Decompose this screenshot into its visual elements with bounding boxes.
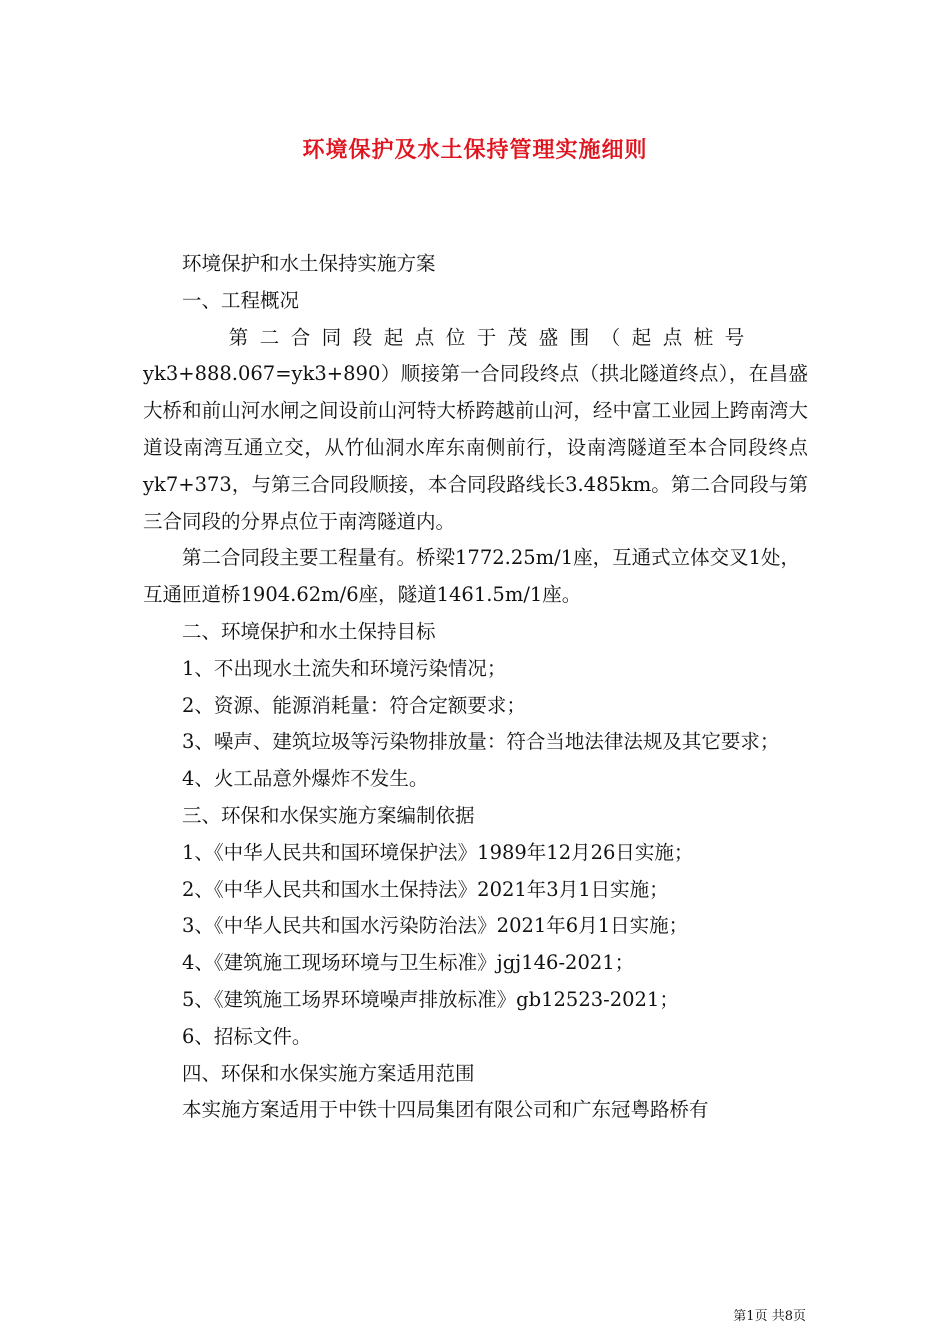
list-item: 1、不出现水土流失和环境污染情况； — [182, 656, 507, 680]
page-footer — [733, 1305, 806, 1324]
document-body — [143, 246, 808, 1129]
paragraph: yk3+888.067=yk3+890）顺接第一合同段终点（拱北隧道终点），在昌盛大桥和前山河水闸之间设前山河特大桥跨越前山河，经中富工业园上跨南湾大道设南湾互通立交，从竹仙洞水库东南侧前行，设南湾隧道至本合同段终点yk7+373，与第三合同段顺接，本合同段路线长3.485km。第二合同段与第三合同段的分界点位于南湾隧道内。 — [143, 362, 808, 533]
list-item: 5、《建筑施工场界环境噪声排放标准》gb12523-2021； — [182, 987, 679, 1011]
document-title: 环境保护及水土保持管理实施细则 — [302, 137, 648, 163]
section-heading: 二、环境保护和水土保持目标 — [182, 619, 436, 643]
list-item: 2、资源、能源消耗量：符合定额要求； — [182, 693, 526, 717]
list-item: 1、《中华人民共和国环境保护法》1989年12月26日实施； — [182, 840, 694, 864]
paragraph: 第二合同段起点位于茂盛围（起点桩号 — [228, 325, 756, 349]
paragraph: 本实施方案适用于中铁十四局集团有限公司和广东冠粤路桥有 — [182, 1098, 709, 1122]
list-item: 6、招标文件。 — [182, 1024, 312, 1048]
footer-middle: 页 共 — [754, 1309, 785, 1324]
list-item: 4、《建筑施工现场环境与卫生标准》jgj146-2021； — [182, 951, 635, 975]
footer-prefix: 第 — [733, 1309, 747, 1324]
section-heading: 四、环保和水保实施方案适用范围 — [182, 1061, 475, 1085]
footer-suffix: 页 — [792, 1309, 806, 1324]
section-heading: 环境保护和水土保持实施方案 — [182, 252, 436, 275]
list-item: 3、噪声、建筑垃圾等污染物排放量：符合当地法律法规及其它要求； — [182, 730, 780, 754]
page-number: 1 — [746, 1309, 755, 1324]
paragraph: 第二合同段主要工程量有。桥梁1772.25m/1座，互通式立体交叉1处，互通匝道桥1904.62m/6座，隧道1461.5m/1座。 — [143, 546, 801, 607]
section-heading: 三、环保和水保实施方案编制依据 — [182, 803, 475, 827]
section-heading: 一、工程概况 — [182, 288, 300, 312]
list-item: 4、火工品意外爆炸不发生。 — [182, 767, 429, 791]
total-pages: 8 — [784, 1309, 793, 1324]
list-item: 3、《中华人民共和国水污染防治法》2021年6月1日实施； — [182, 914, 689, 938]
list-item: 2、《中华人民共和国水土保持法》2021年3月1日实施； — [182, 877, 669, 901]
